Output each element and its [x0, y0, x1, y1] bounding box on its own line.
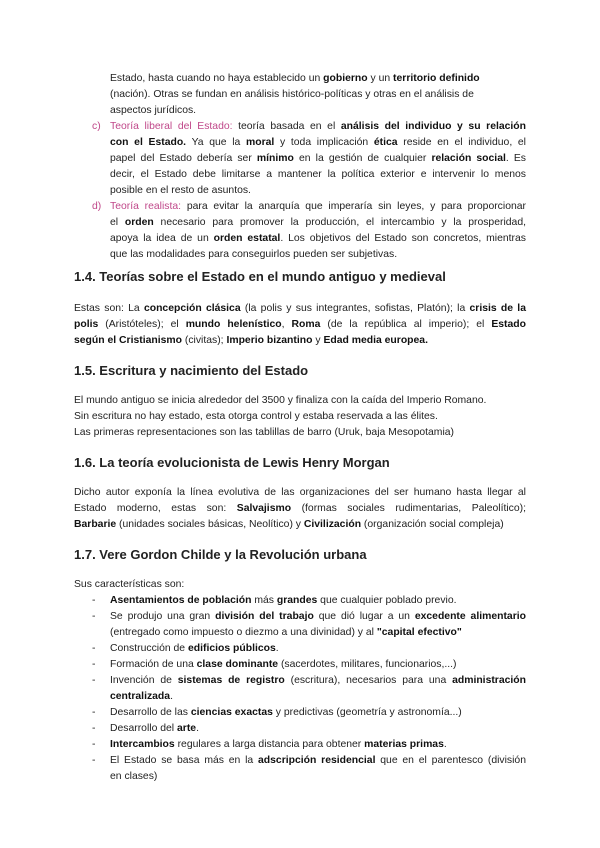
line: El mundo antiguo se inicia alrededor del 3500 y finaliza con la caída del Imperio Romano. — [74, 395, 487, 406]
text: Construcción de — [110, 643, 188, 654]
text: (unidades sociales básicas, Neolítico) y — [116, 519, 304, 530]
list-item — [110, 609, 526, 641]
text: (organización social compleja) — [361, 519, 504, 530]
text: y predictivas (geometría y astronomía...) — [272, 707, 462, 718]
text: Desarrollo del — [110, 723, 177, 734]
bold-text: con el Estado. — [110, 137, 187, 148]
bold-text: relación social — [431, 153, 506, 164]
bold-text: Civilización — [303, 519, 362, 530]
text: . — [443, 739, 447, 750]
line — [110, 71, 526, 87]
line — [110, 737, 526, 753]
bold-text: orden — [124, 217, 154, 228]
list-item — [110, 721, 526, 737]
line — [74, 517, 526, 533]
text: (civitas); — [181, 335, 227, 346]
list-marker-c: c) — [92, 121, 101, 132]
section-1-4-body — [74, 301, 526, 349]
bold-text: mínimo — [256, 153, 294, 164]
text: que cualquier poblado previo. — [317, 595, 457, 606]
line — [74, 333, 526, 349]
text: Estado, hasta cuando no haya establecido un — [110, 73, 324, 84]
bold-text: orden estatal — [213, 233, 281, 244]
bold-text: crisis de la — [469, 303, 526, 314]
bullet-dash: - — [92, 595, 96, 606]
line — [110, 625, 526, 641]
section-1-7-intro: Sus características son: — [74, 579, 185, 590]
bold-text: Salvajismo — [236, 503, 292, 514]
list-item — [110, 593, 526, 609]
list-item — [110, 737, 526, 753]
line — [110, 593, 526, 609]
line: (nación). Otras se fundan en análisis histórico-políticas y otras en el análisis de — [110, 89, 474, 100]
bold-text: análisis del individuo y su relación — [340, 121, 526, 132]
text: . — [196, 723, 199, 734]
bullet-dash: - — [92, 739, 96, 750]
text: reside en el individuo, el — [397, 137, 526, 148]
line — [110, 231, 526, 247]
list-item — [110, 705, 526, 721]
text: (de la república al imperio); el — [320, 319, 492, 330]
line — [110, 753, 526, 769]
bold-text: materias primas — [364, 739, 444, 750]
text: Desarrollo de las — [110, 707, 191, 718]
text: más — [251, 595, 277, 606]
bold-text: según el Cristianismo — [74, 335, 182, 346]
line — [110, 609, 526, 625]
line: Sin escritura no hay estado, esta otorga control y estaba reservada a las élites. — [74, 411, 438, 422]
text: Estado moderno, estas son: — [74, 503, 237, 514]
text: que dió lugar a un — [313, 611, 415, 622]
line — [110, 689, 526, 705]
text: regulares a larga distancia para obtener — [174, 739, 365, 750]
section-heading-1-4: 1.4. Teorías sobre el Estado en el mundo antiguo y medieval — [74, 269, 446, 284]
bold-text: concepción clásica — [143, 303, 241, 314]
bold-text: Intercambios — [110, 739, 175, 750]
line — [110, 119, 526, 135]
text: (escritura), necesarios para una — [284, 675, 453, 686]
bold-text: polis — [74, 319, 99, 330]
bold-text: territorio definido — [393, 73, 480, 84]
bold-text: edificios públicos — [187, 643, 276, 654]
line — [110, 135, 526, 151]
line — [110, 705, 526, 721]
bold-text: Barbarie — [74, 519, 117, 530]
line: en clases) — [110, 771, 158, 782]
line — [110, 657, 526, 673]
item-title: Teoría realista: — [110, 201, 182, 212]
section-1-6-body — [74, 485, 526, 533]
text: papel del Estado debería ser — [110, 153, 257, 164]
bold-text: excedente alimentario — [414, 611, 526, 622]
text: (Aristóteles); el — [98, 319, 186, 330]
text: Invención de — [110, 675, 178, 686]
line — [74, 501, 526, 517]
item-b-continuation — [110, 71, 526, 119]
list-item — [110, 673, 526, 705]
text: (formas sociales rudimentarias, Paleolítico); — [291, 503, 526, 514]
text: y toda implicación — [274, 137, 374, 148]
bold-text: mundo helenístico — [185, 319, 282, 330]
text: El Estado se basa más en la — [110, 755, 259, 766]
bold-text: administración — [452, 675, 526, 686]
section-heading-1-7: 1.7. Vere Gordon Childe y la Revolución urbana — [74, 547, 367, 562]
text: en la gestión de cualquier — [293, 153, 432, 164]
bold-text: "capital efectivo" — [376, 627, 462, 638]
bold-text: Asentamientos de población — [110, 595, 252, 606]
list-item — [110, 641, 526, 657]
bold-text: gobierno — [323, 73, 368, 84]
text: teoría basada en el — [232, 121, 341, 132]
text: (la polis y sus integrantes, sofistas, Platón); la — [240, 303, 470, 314]
bold-text: adscripción residencial — [258, 755, 376, 766]
section-heading-1-5: 1.5. Escritura y nacimiento del Estado — [74, 363, 309, 378]
bold-text: grandes — [276, 595, 318, 606]
line — [110, 641, 526, 657]
line: Dicho autor exponía la línea evolutiva de las organizaciones del ser humano hasta llegar al — [74, 487, 526, 498]
line: posible en el resto de asuntos. — [110, 185, 251, 196]
bold-text: moral — [246, 137, 275, 148]
line — [74, 301, 526, 317]
bold-text: Estado — [491, 319, 526, 330]
line — [110, 215, 526, 231]
bold-text: Imperio bizantino — [226, 335, 313, 346]
bold-text: clase dominante — [196, 659, 279, 670]
text: Ya que la — [186, 137, 247, 148]
text: que en el parentesco (división — [375, 755, 526, 766]
line: que las modalidades para conseguirlos pueden ser subjetivas. — [110, 249, 398, 260]
bold-text: Roma — [291, 319, 321, 330]
text: (sacerdotes, militares, funcionarios,...) — [278, 659, 457, 670]
bullet-dash: - — [92, 755, 96, 766]
line: Las primeras representaciones son las tablillas de barro (Uruk, baja Mesopotamia) — [74, 427, 455, 438]
text: , — [281, 319, 292, 330]
bold-text: ética — [373, 137, 398, 148]
list-item — [110, 753, 526, 785]
text: para evitar la anarquía que imperaría sin leyes, y para proporcionar — [181, 201, 526, 212]
text: apoya la idea de un — [110, 233, 214, 244]
bullet-dash: - — [92, 707, 96, 718]
text: . — [275, 643, 279, 654]
bullet-dash: - — [92, 643, 96, 654]
text: Estas son: La — [74, 303, 144, 314]
text: Formación de una — [110, 659, 197, 670]
text: y — [312, 335, 324, 346]
text: (entregado como impuesto o diezmo a una divinidad) y al — [110, 627, 377, 638]
section-1-5-body — [74, 393, 526, 441]
line — [110, 673, 526, 689]
text: . Los objetivos del Estado son concretos, mientras — [280, 233, 526, 244]
bold-text: división del trabajo — [215, 611, 314, 622]
bullet-dash: - — [92, 723, 96, 734]
bold-text: Edad media europea. — [323, 335, 428, 346]
line: aspectos jurídicos. — [110, 105, 197, 116]
bullet-dash: - — [92, 675, 96, 686]
list-marker-d: d) — [92, 201, 102, 212]
text: necesario para promover la producción, el intercambio y la prosperidad, — [153, 217, 526, 228]
text: . Es — [505, 153, 526, 164]
line: decir, el Estado debe limitarse a mantener la política exterior e intervenir lo menos — [110, 169, 526, 180]
list-item — [110, 657, 526, 673]
item-d-realist-theory — [110, 199, 526, 263]
text: . — [170, 691, 173, 702]
item-c-liberal-theory — [110, 119, 526, 199]
text: Se produjo una gran — [110, 611, 216, 622]
line — [74, 317, 526, 333]
item-title: Teoría liberal del Estado: — [110, 121, 233, 132]
bullet-dash: - — [92, 659, 96, 670]
bold-text: arte — [177, 723, 197, 734]
bold-text: ciencias exactas — [190, 707, 273, 718]
line — [110, 151, 526, 167]
section-heading-1-6: 1.6. La teoría evolucionista de Lewis Henry Morgan — [74, 455, 390, 470]
bold-text: centralizada — [110, 691, 171, 702]
text: el — [110, 217, 125, 228]
bullet-dash: - — [92, 611, 96, 622]
line — [110, 199, 526, 215]
line — [110, 721, 526, 737]
bold-text: sistemas de registro — [177, 675, 285, 686]
text: y un — [367, 73, 394, 84]
